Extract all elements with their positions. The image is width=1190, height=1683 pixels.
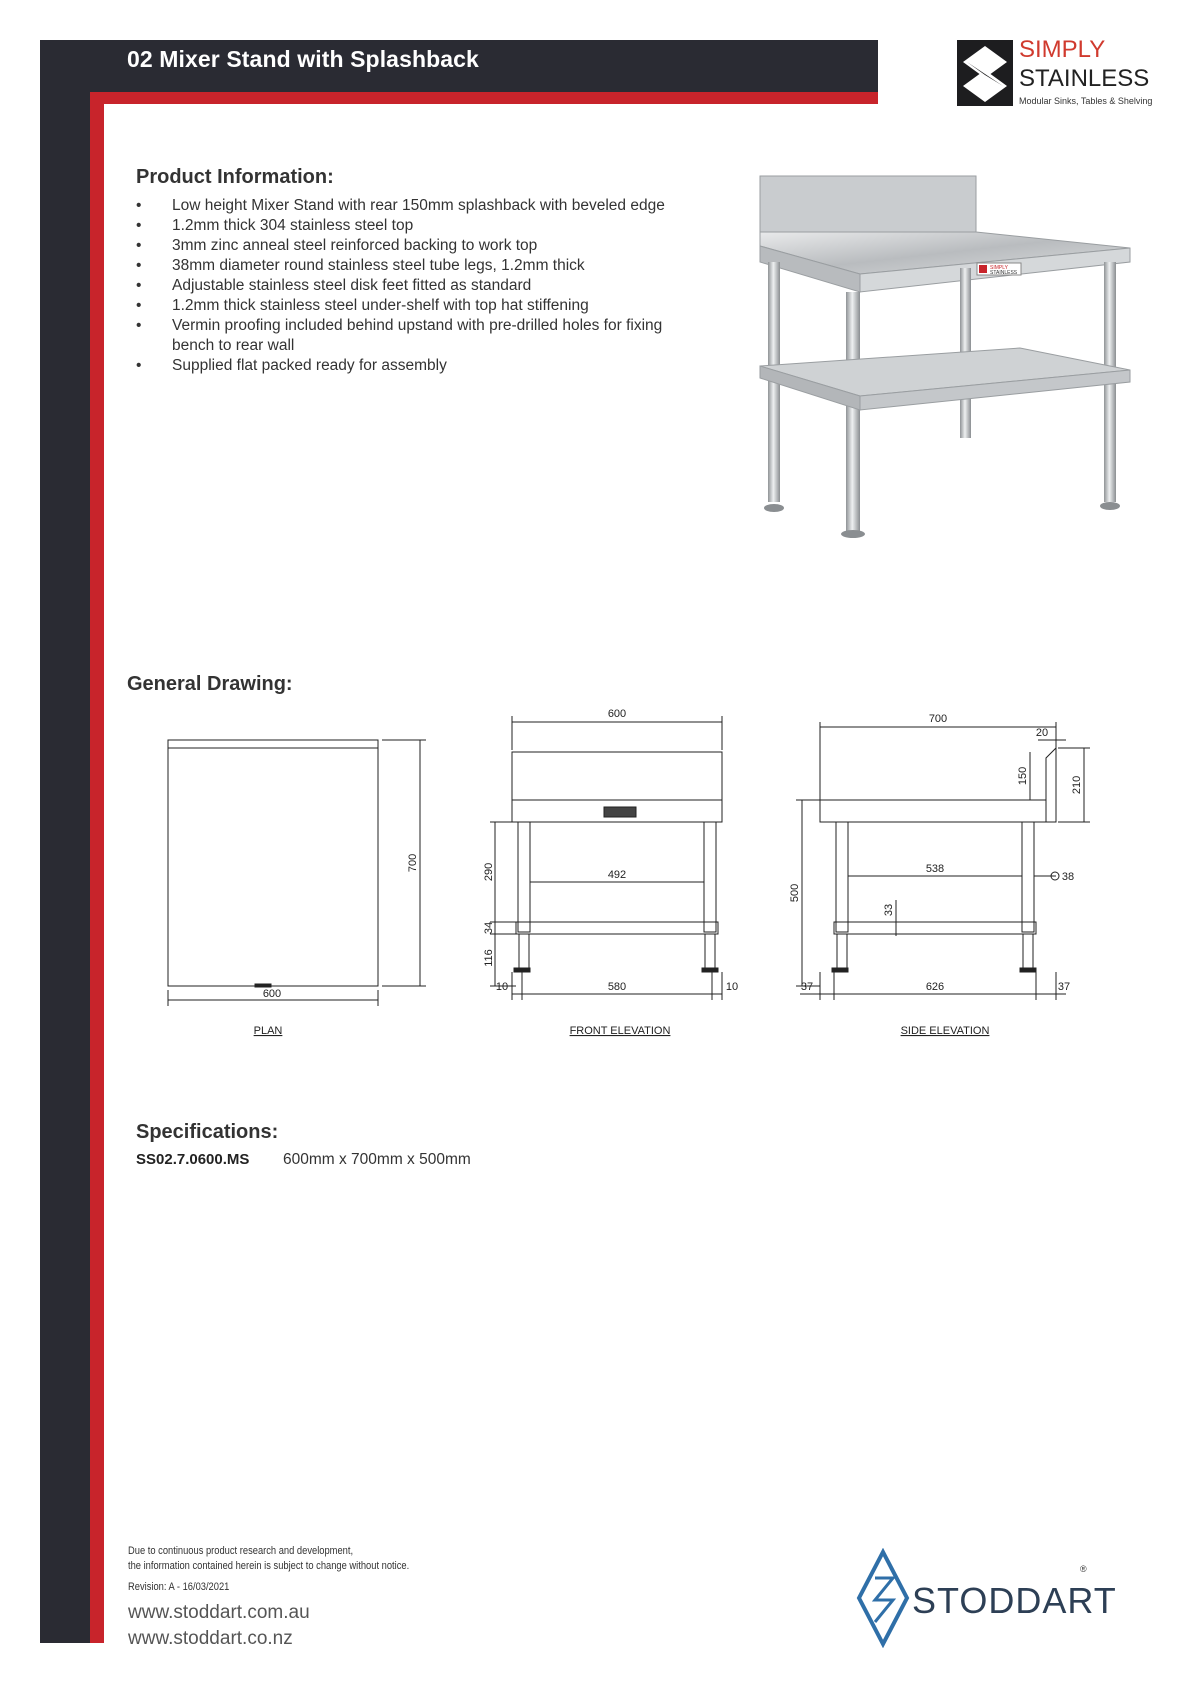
side-offset-right-label: 37	[1057, 981, 1071, 993]
disclaimer-line-2: the information contained herein is subject to change without notice.	[128, 1560, 410, 1572]
front-inner-label: 492	[607, 869, 627, 881]
side-caption: SIDE ELEVATION	[900, 1025, 990, 1037]
spec-code: SS02.7.0600.MS	[136, 1151, 250, 1168]
bullet-item: • 1.2mm thick 304 stainless steel top	[136, 216, 696, 236]
product-info-list	[136, 196, 696, 376]
front-leg-span-label: 580	[607, 981, 627, 993]
revision-text: Revision: A - 16/03/2021	[128, 1581, 230, 1593]
specifications-heading: Specifications:	[136, 1121, 279, 1143]
front-side-right-label: 10	[725, 981, 739, 993]
photo-brand-line1: SIMPLY	[990, 265, 1008, 271]
page-title: 02 Mixer Stand with Splashback	[127, 46, 479, 72]
brand-tagline: Modular Sinks, Tables & Shelving	[1019, 96, 1153, 106]
side-back-thk-label: 20	[1035, 727, 1049, 739]
side-elevation-view	[789, 713, 1090, 1037]
front-lower-label: 116	[483, 949, 495, 967]
bullet-item: • Supplied flat packed ready for assembly	[136, 356, 696, 376]
bullet-item: • 38mm diameter round stainless steel tube legs, 1.2mm thick	[136, 256, 696, 276]
registered-mark: ®	[1080, 1564, 1087, 1574]
bullet-item: • Low height Mixer Stand with rear 150mm splashback with beveled edge	[136, 196, 696, 216]
front-elevation-view	[483, 708, 738, 1037]
plan-width-label: 600	[262, 988, 282, 1000]
side-overall-label: 700	[928, 713, 948, 725]
side-shelf-gap-label: 33	[883, 903, 895, 917]
technical-drawings	[150, 700, 1110, 1050]
plan-caption: PLAN	[253, 1025, 283, 1037]
bullet-item: • Adjustable stainless steel disk feet fitted as standard	[136, 276, 696, 296]
front-upper-label: 290	[483, 862, 495, 882]
product-info-heading: Product Information:	[136, 166, 334, 188]
bullet-item: • 3mm zinc anneal steel reinforced backing to work top	[136, 236, 696, 256]
side-splash-label: 150	[1017, 766, 1029, 786]
front-side-left-label: 10	[495, 981, 509, 993]
spec-dimensions: 600mm x 700mm x 500mm	[283, 1151, 471, 1168]
photo-brand-line2: STAINLESS	[990, 270, 1018, 276]
website-nz-link[interactable]: www.stoddart.co.nz	[128, 1628, 293, 1649]
brand-simply: SIMPLY	[1019, 36, 1106, 63]
plan-depth-label: 700	[407, 853, 419, 873]
side-splash-total-label: 210	[1071, 775, 1083, 795]
brand-stainless: STAINLESS	[1019, 65, 1150, 92]
side-span-label: 626	[925, 981, 945, 993]
front-overall-label: 600	[607, 708, 627, 720]
stoddart-wordmark: STODDART	[912, 1580, 1117, 1621]
side-offset-left-label: 37	[800, 981, 814, 993]
disclaimer-line-1: Due to continuous product research and development,	[128, 1545, 354, 1557]
side-inner-label: 538	[925, 863, 945, 875]
side-leg-dia-label: 38	[1061, 871, 1075, 883]
general-drawing-heading: General Drawing:	[127, 673, 293, 695]
plan-view	[168, 740, 426, 1037]
left-dark-bar	[40, 40, 90, 1643]
front-shelf-label: 34	[483, 921, 495, 935]
product-photo	[750, 170, 1140, 540]
bullet-item: • 1.2mm thick stainless steel under-shelf with top hat stiffening	[136, 296, 696, 316]
side-height-label: 500	[789, 883, 801, 903]
front-caption: FRONT ELEVATION	[569, 1025, 671, 1037]
website-au-link[interactable]: www.stoddart.com.au	[128, 1602, 310, 1623]
bullet-item: • Vermin proofing included behind upstand with pre-drilled holes for fixing bench to rear wall	[136, 316, 696, 356]
left-red-bar	[90, 92, 104, 1643]
header-red-stripe	[90, 92, 878, 104]
